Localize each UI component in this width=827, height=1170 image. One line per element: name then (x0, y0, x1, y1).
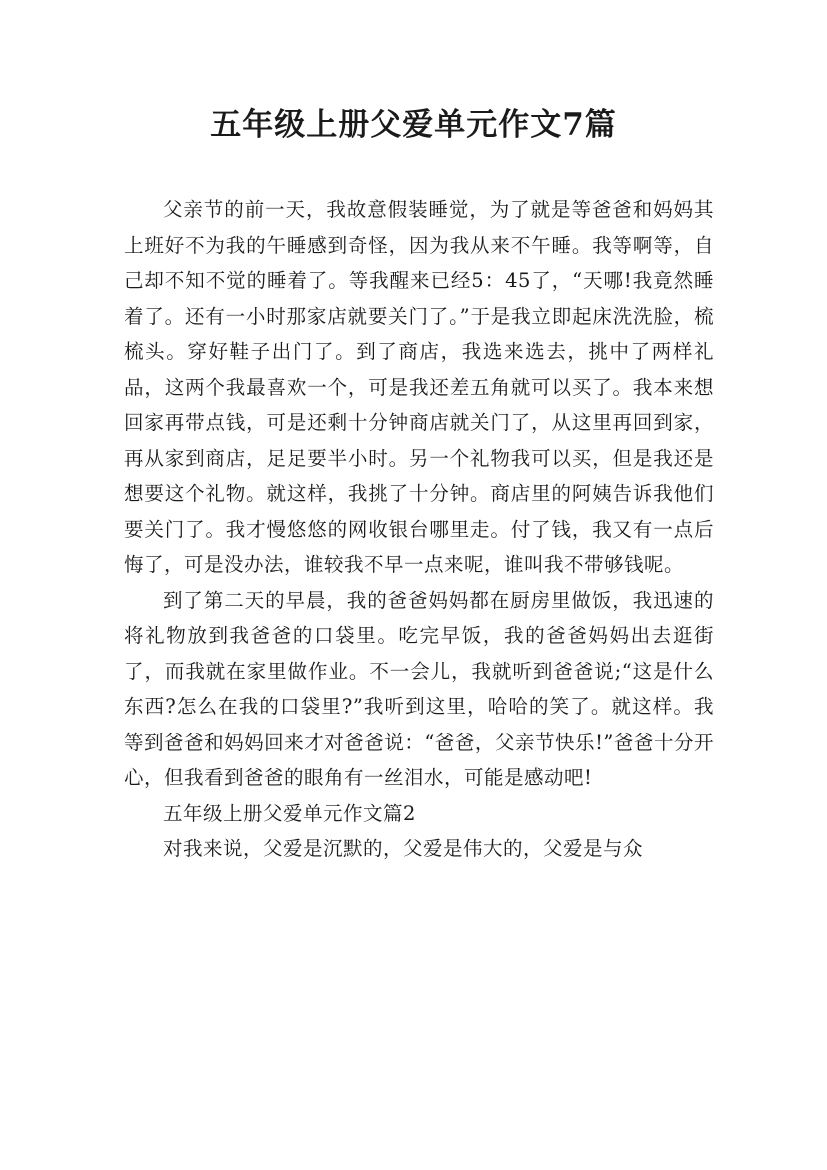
document-title: 五年级上册父爱单元作文7篇 (210, 107, 617, 143)
document-body (124, 192, 714, 867)
paragraph: 到了第二天的早晨，我的爸爸妈妈都在厨房里做饭，我迅速的将礼物放到我爸爸的口袋里。吃完早饭，我的爸爸妈妈出去逛街了，而我就在家里做作业。不一会儿，我就听到爸爸说;“这是什么东西?怎么在我的口袋里?”我听到这里，哈哈的笑了。就这样。我等到爸爸和妈妈回来才对爸爸说：“爸爸，父亲节快乐!”爸爸十分开心，但我看到爸爸的眼角有一丝泪水，可能是感动吧! (124, 588, 714, 789)
paragraph: 对我来说，父爱是沉默的，父爱是伟大的，父爱是与众 (163, 837, 644, 860)
section-heading: 五年级上册父爱单元作文篇2 (163, 801, 416, 825)
paragraph: 父亲节的前一天，我故意假装睡觉，为了就是等爸爸和妈妈其上班好不为我的午睡感到奇怪，因为我从来不午睡。我等啊等，自己却不知不觉的睡着了。等我醒来已经5：45了，“天哪!我竟然睡着了。还有一小时那家店就要关门了。”于是我立即起床洗洗脸，梳梳头。穿好鞋子出门了。到了商店，我选来选去，挑中了两样礼品，这两个我最喜欢一个，可是我还差五角就可以买了。我本来想回家再带点钱，可是还剩十分钟商店就关门了，从这里再回到家，再从家到商店，足足要半小时。另一个礼物我可以买，但是我还是想要这个礼物。就这样，我挑了十分钟。商店里的阿姨告诉我他们要关门了。我才慢悠悠的网收银台哪里走。付了钱，我又有一点后悔了，可是没办法，谁较我不早一点来呢，谁叫我不带够钱呢。 (124, 198, 714, 576)
